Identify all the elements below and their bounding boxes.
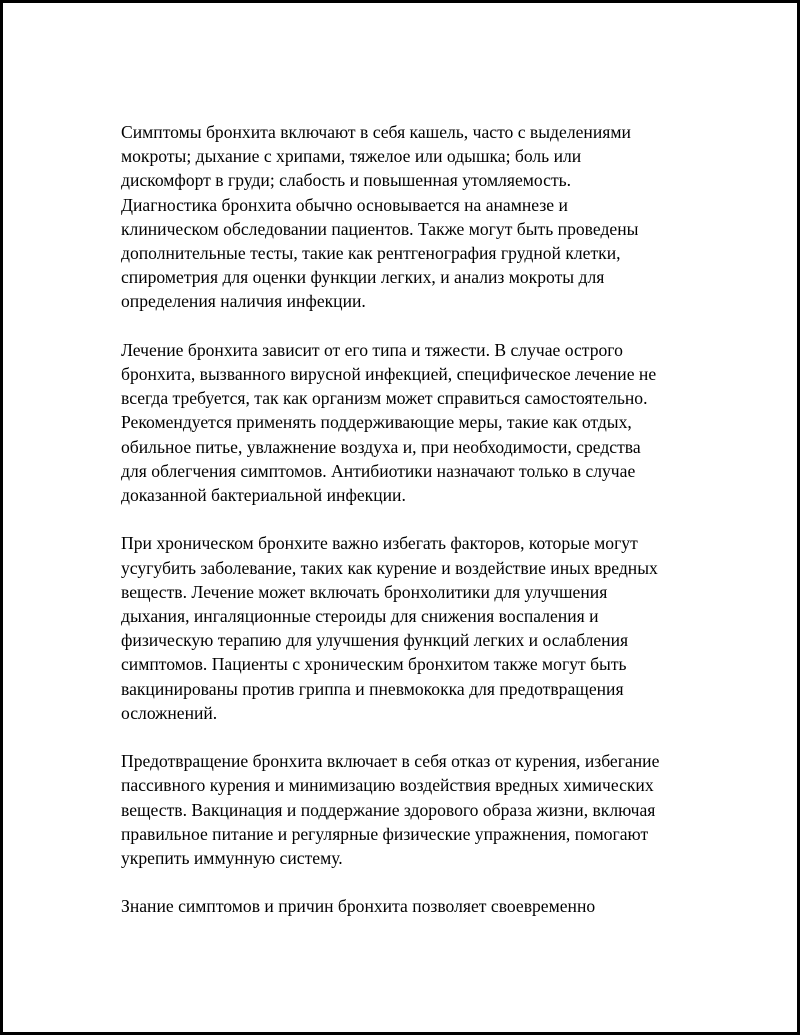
text-line: определения наличия инфекции.	[121, 291, 366, 312]
document-body	[121, 120, 701, 943]
text-line: Лечение бронхита зависит от его типа и тяжести. В случае острого	[121, 339, 623, 360]
paragraph-treatment	[121, 338, 701, 507]
text-line: всегда требуется, так как организм может справиться самостоятельно.	[121, 388, 648, 409]
text-line: для облегчения симптомов. Антибиотики назначают только в случае	[121, 460, 636, 481]
text-line: мокроты; дыхание с хрипами, тяжелое или одышка; боль или	[121, 146, 582, 167]
text-line: осложнений.	[121, 702, 218, 723]
text-line: доказанной бактериальной инфекции.	[121, 485, 406, 506]
text-line: дополнительные тесты, такие как рентгенография грудной клетки,	[121, 243, 621, 264]
text-line: обильное питье, увлажнение воздуха и, при необходимости, средства	[121, 436, 641, 457]
text-line: Симптомы бронхита включают в себя кашель, часто с выделениями	[121, 122, 631, 142]
paragraph-conclusion	[121, 894, 701, 918]
paragraph-chronic-bronchitis	[121, 531, 701, 725]
text-line: веществ. Лечение может включать бронхолитики для улучшения	[121, 581, 608, 602]
text-line: дыхания, ингаляционные стероиды для снижения воспаления и	[121, 606, 599, 627]
text-line: симптомов. Пациенты с хроническим бронхитом также могут быть	[121, 654, 627, 675]
text-line: Знание симптомов и причин бронхита позволяет своевременно	[121, 896, 596, 917]
text-line: Диагностика бронхита обычно основывается на анамнезе и	[121, 194, 568, 215]
text-line: укрепить иммунную систему.	[121, 848, 343, 869]
text-line: При хроническом бронхите важно избегать факторов, которые могут	[121, 533, 638, 554]
text-line: клиническом обследовании пациентов. Также могут быть проведены	[121, 218, 639, 239]
paragraph-symptoms-diagnosis	[121, 120, 701, 314]
paragraph-prevention	[121, 749, 701, 870]
text-line: Предотвращение бронхита включает в себя отказ от курения, избегание	[121, 751, 660, 772]
text-line: дискомфорт в груди; слабость и повышенная утомляемость.	[121, 170, 572, 191]
text-line: бронхита, вызванного вирусной инфекцией, специфическое лечение не	[121, 364, 657, 385]
text-line: физическую терапию для улучшения функций легких и ослабления	[121, 630, 629, 651]
text-line: правильное питание и регулярные физические упражнения, помогают	[121, 823, 649, 844]
text-line: веществ. Вакцинация и поддержание здорового образа жизни, включая	[121, 799, 656, 820]
text-line: Рекомендуется применять поддерживающие меры, такие как отдых,	[121, 412, 632, 433]
text-line: спирометрия для оценки функции легких, и анализ мокроты для	[121, 267, 605, 288]
text-line: вакцинированы против гриппа и пневмококка для предотвращения	[121, 678, 624, 699]
text-line: пассивного курения и минимизацию воздействия вредных химических	[121, 775, 654, 796]
text-line: усугубить заболевание, таких как курение и воздействие иных вредных	[121, 557, 658, 578]
